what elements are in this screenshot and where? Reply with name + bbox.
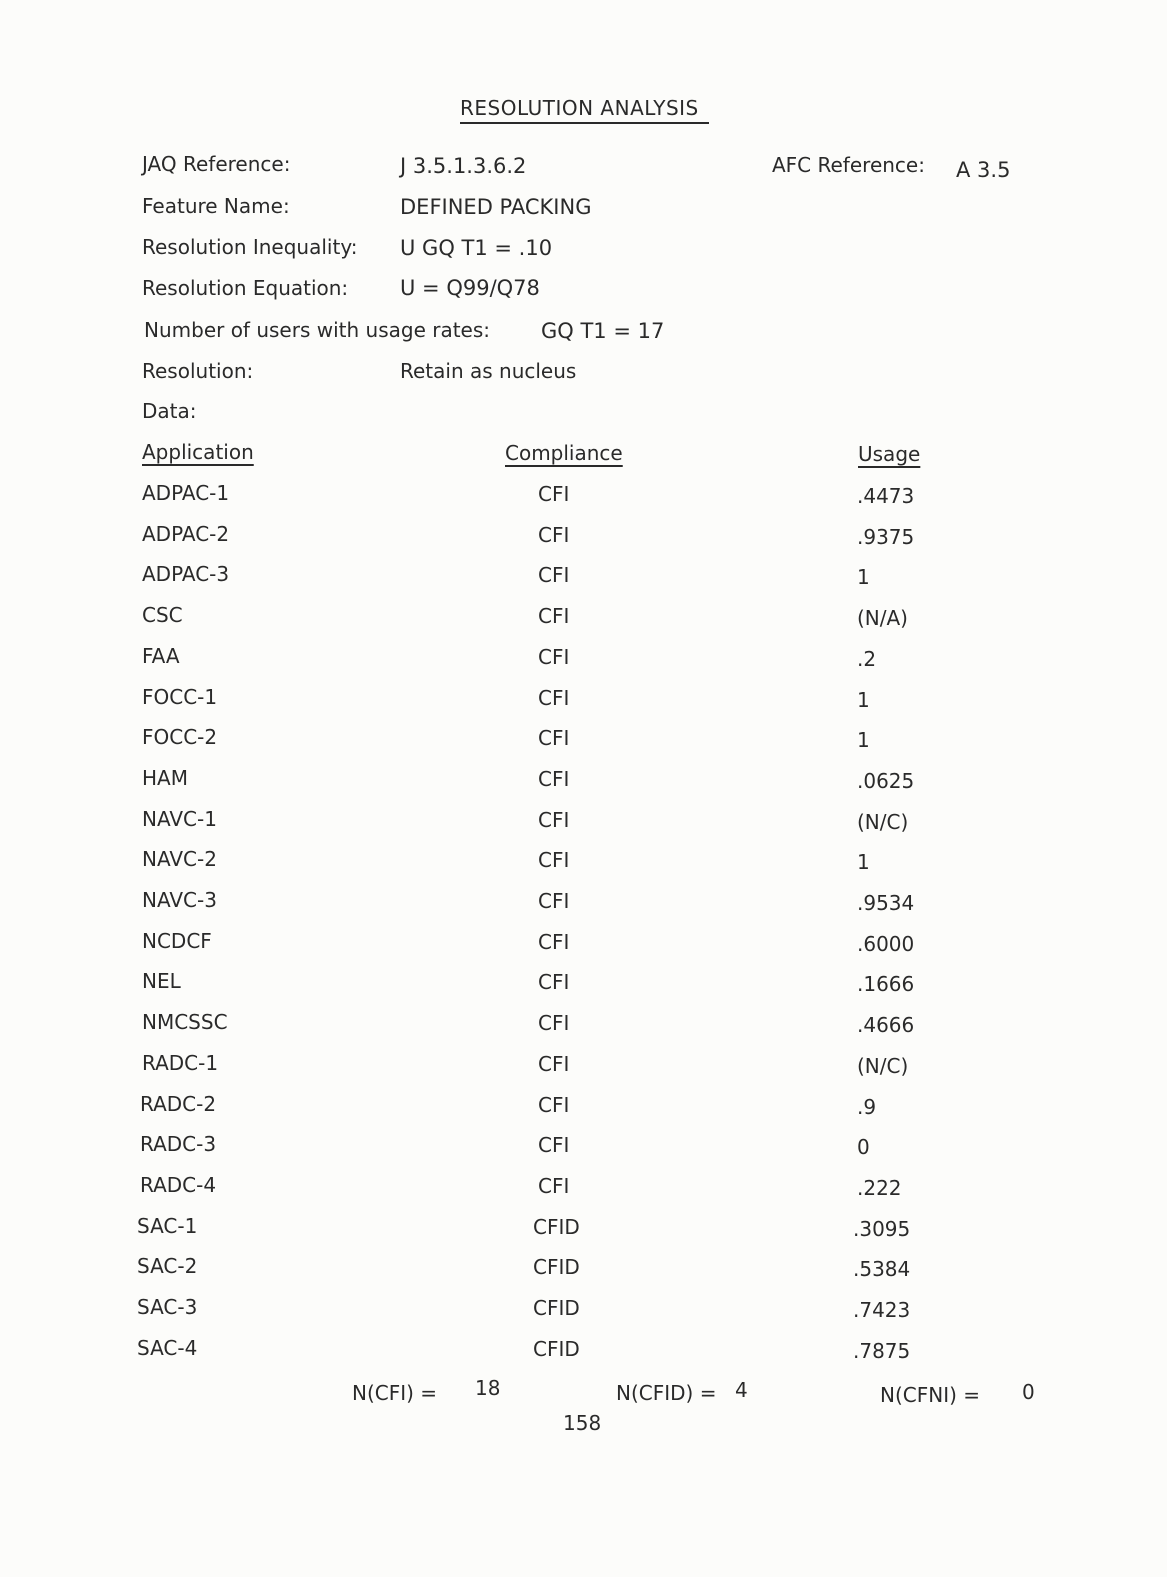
feature-name-label: Feature Name: xyxy=(142,194,290,218)
data-label: Data: xyxy=(142,399,197,423)
column-header-compliance: Compliance xyxy=(505,441,623,465)
table-cell-application: NEL xyxy=(142,969,181,993)
table-cell-compliance: CFI xyxy=(538,1174,570,1198)
table-cell-compliance: CFI xyxy=(538,523,570,547)
afc-reference-value: A 3.5 xyxy=(956,158,1011,182)
column-header-application: Application xyxy=(142,440,254,464)
table-cell-compliance: CFI xyxy=(538,604,570,628)
table-cell-compliance: CFI xyxy=(538,1052,570,1076)
table-cell-application: FOCC-1 xyxy=(142,685,218,709)
table-cell-application: ADPAC-3 xyxy=(142,562,230,586)
table-cell-usage: .2 xyxy=(857,647,877,671)
table-cell-compliance: CFI xyxy=(538,1133,570,1157)
table-cell-usage: .7875 xyxy=(853,1339,911,1363)
table-cell-application: SAC-1 xyxy=(137,1214,198,1238)
table-cell-usage: (N/A) xyxy=(857,606,908,630)
table-cell-application: ADPAC-1 xyxy=(142,481,230,505)
table-cell-compliance: CFI xyxy=(538,726,570,750)
table-cell-compliance: CFI xyxy=(538,686,570,710)
resolution-label: Resolution: xyxy=(142,359,254,383)
table-cell-compliance: CFI xyxy=(538,1011,570,1035)
table-cell-application: NAVC-3 xyxy=(142,888,217,912)
jaq-reference-label: JAQ Reference: xyxy=(142,152,291,176)
table-cell-compliance: CFI xyxy=(538,767,570,791)
table-cell-usage: 0 xyxy=(857,1135,870,1159)
cfi-count-value: 18 xyxy=(475,1376,501,1400)
page-title: RESOLUTION ANALYSIS xyxy=(460,96,709,124)
cfni-count-value: 0 xyxy=(1022,1380,1035,1404)
table-cell-application: NMCSSC xyxy=(142,1010,228,1034)
resolution-equation-value: U = Q99/Q78 xyxy=(400,276,540,300)
table-cell-usage: .4666 xyxy=(857,1013,915,1037)
table-cell-application: HAM xyxy=(142,766,188,790)
users-count-label: Number of users with usage rates: xyxy=(144,318,491,342)
table-cell-compliance: CFI xyxy=(538,808,570,832)
table-cell-usage: .5384 xyxy=(853,1257,911,1281)
table-cell-usage: (N/C) xyxy=(857,1054,909,1078)
table-cell-compliance: CFID xyxy=(533,1215,580,1239)
table-cell-compliance: CFID xyxy=(533,1255,580,1279)
table-cell-application: SAC-3 xyxy=(137,1295,198,1319)
table-cell-compliance: CFI xyxy=(538,563,570,587)
table-cell-compliance: CFID xyxy=(533,1296,580,1320)
table-cell-usage: .9 xyxy=(857,1095,877,1119)
table-cell-usage: .3095 xyxy=(853,1217,911,1241)
table-cell-application: ADPAC-2 xyxy=(142,522,230,546)
jaq-reference-value: J 3.5.1.3.6.2 xyxy=(400,154,527,178)
table-cell-usage: .6000 xyxy=(857,932,915,956)
table-cell-usage: .9375 xyxy=(857,525,915,549)
table-cell-usage: .1666 xyxy=(857,972,915,996)
table-cell-compliance: CFI xyxy=(538,848,570,872)
cfid-count-value: 4 xyxy=(735,1378,748,1402)
table-cell-application: NAVC-1 xyxy=(142,807,217,831)
table-cell-application: NAVC-2 xyxy=(142,847,217,871)
table-cell-application: RADC-4 xyxy=(140,1173,217,1197)
users-count-value: GQ T1 = 17 xyxy=(541,319,665,343)
cfni-count-label: N(CFNI) = xyxy=(880,1383,981,1407)
resolution-equation-label: Resolution Equation: xyxy=(142,276,349,300)
table-cell-usage: 1 xyxy=(857,850,870,874)
resolution-inequality-label: Resolution Inequality: xyxy=(142,235,358,259)
table-cell-application: FOCC-2 xyxy=(142,725,218,749)
table-cell-application: RADC-1 xyxy=(142,1051,219,1075)
table-cell-application: SAC-2 xyxy=(137,1254,198,1278)
table-cell-application: SAC-4 xyxy=(137,1336,198,1360)
table-cell-compliance: CFI xyxy=(538,930,570,954)
table-cell-application: RADC-3 xyxy=(140,1132,217,1156)
table-cell-compliance: CFI xyxy=(538,645,570,669)
table-cell-compliance: CFI xyxy=(538,1093,570,1117)
cfid-count-label: N(CFID) = xyxy=(616,1381,717,1405)
table-cell-usage: (N/C) xyxy=(857,810,909,834)
table-cell-usage: .9534 xyxy=(857,891,915,915)
table-cell-application: FAA xyxy=(142,644,180,668)
table-cell-usage: .222 xyxy=(857,1176,902,1200)
resolution-inequality-value: U GQ T1 = .10 xyxy=(400,236,553,260)
feature-name-value: DEFINED PACKING xyxy=(400,195,592,219)
page-number: 158 xyxy=(563,1411,602,1435)
table-cell-compliance: CFI xyxy=(538,482,570,506)
table-cell-compliance: CFI xyxy=(538,889,570,913)
table-cell-application: NCDCF xyxy=(142,929,212,953)
column-header-usage: Usage xyxy=(858,442,921,466)
table-cell-application: CSC xyxy=(142,603,183,627)
table-cell-usage: 1 xyxy=(857,728,870,752)
table-cell-application: RADC-2 xyxy=(140,1092,217,1116)
afc-reference-label: AFC Reference: xyxy=(772,153,925,177)
table-cell-usage: .0625 xyxy=(857,769,915,793)
table-cell-usage: 1 xyxy=(857,688,870,712)
table-cell-usage: .4473 xyxy=(857,484,915,508)
table-cell-usage: .7423 xyxy=(853,1298,911,1322)
cfi-count-label: N(CFI) = xyxy=(352,1381,438,1405)
table-cell-compliance: CFID xyxy=(533,1337,580,1361)
resolution-value: Retain as nucleus xyxy=(400,359,577,383)
table-cell-usage: 1 xyxy=(857,565,870,589)
table-cell-compliance: CFI xyxy=(538,970,570,994)
